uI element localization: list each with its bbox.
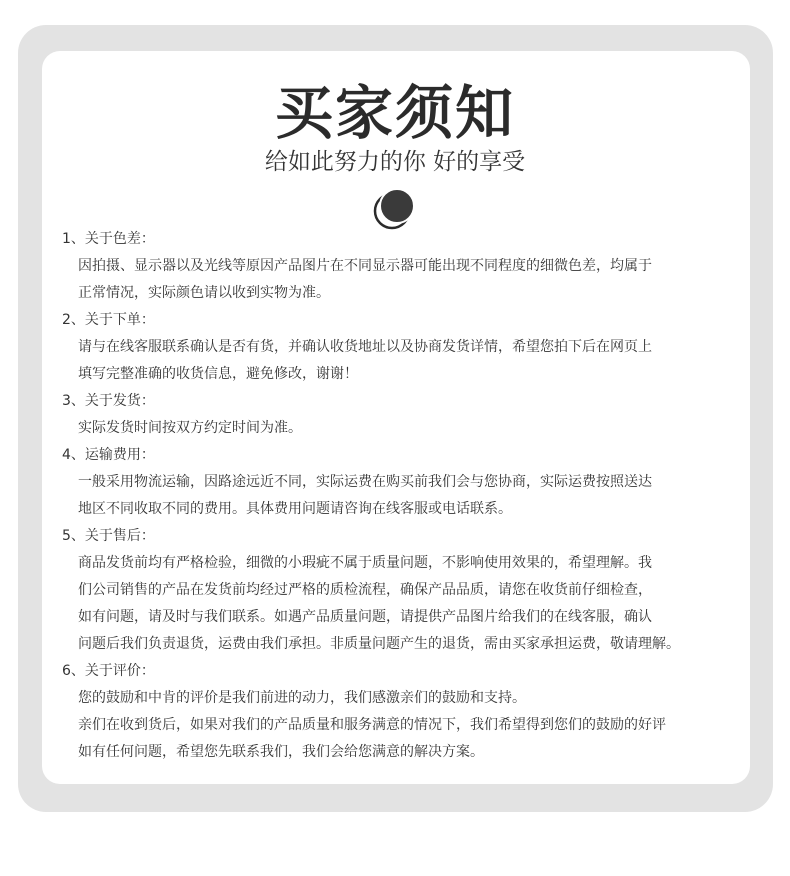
section-5 — [62, 523, 752, 658]
section-1 — [62, 226, 752, 307]
section-6 — [62, 658, 752, 766]
section-heading: 6、关于评价： — [62, 663, 155, 679]
section-heading: 5、关于售后： — [62, 528, 155, 544]
section-heading: 4、运输费用： — [62, 447, 155, 463]
section-line: 如有问题，请及时与我们联系。如遇产品质量问题，请提供产品图片给我们的在线客服，确认 — [78, 609, 652, 625]
section-line: 亲们在收到货后，如果对我们的产品质量和服务满意的情况下，我们希望得到您们的鼓励的好评 — [78, 717, 666, 733]
notice-content — [62, 226, 752, 766]
section-line: 填写完整准确的收货信息，避免修改，谢谢！ — [78, 366, 358, 382]
section-line: 问题后我们负责退货，运费由我们承担。非质量问题产生的退货，需由买家承担运费，敬请理解。 — [78, 636, 680, 652]
section-line: 商品发货前均有严格检验，细微的小瑕疵不属于质量问题，不影响使用效果的，希望理解。我 — [78, 555, 652, 571]
section-line: 您的鼓励和中肯的评价是我们前进的动力，我们感激亲们的鼓励和支持。 — [78, 690, 526, 706]
section-line: 一般采用物流运输，因路途远近不同，实际运费在购买前我们会与您协商，实际运费按照送达 — [78, 474, 652, 490]
page-title: 买家须知 — [274, 79, 515, 147]
section-2 — [62, 307, 752, 388]
section-line: 因拍摄、显示器以及光线等原因产品图片在不同显示器可能出现不同程度的细微色差，均属于 — [78, 258, 652, 274]
section-heading: 3、关于发货： — [62, 393, 155, 409]
section-heading: 2、关于下单： — [62, 312, 155, 328]
section-line: 地区不同收取不同的费用。具体费用问题请咨询在线客服或电话联系。 — [78, 501, 512, 517]
section-line: 们公司销售的产品在发货前均经过严格的质检流程，确保产品品质，请您在收货前仔细检查， — [78, 582, 652, 598]
section-line: 请与在线客服联系确认是否有货，并确认收货地址以及协商发货详情，希望您拍下后在网页上 — [78, 339, 652, 355]
section-line: 正常情况，实际颜色请以收到实物为准。 — [78, 285, 330, 301]
page-subtitle: 给如此努力的你 好的享受 — [264, 149, 526, 175]
section-line: 实际发货时间按双方约定时间为准。 — [78, 420, 302, 436]
moon-icon — [372, 187, 420, 231]
section-3 — [62, 388, 752, 442]
section-heading: 1、关于色差： — [62, 231, 155, 247]
section-4 — [62, 442, 752, 523]
section-line: 如有任何问题，希望您先联系我们，我们会给您满意的解决方案。 — [78, 744, 484, 760]
